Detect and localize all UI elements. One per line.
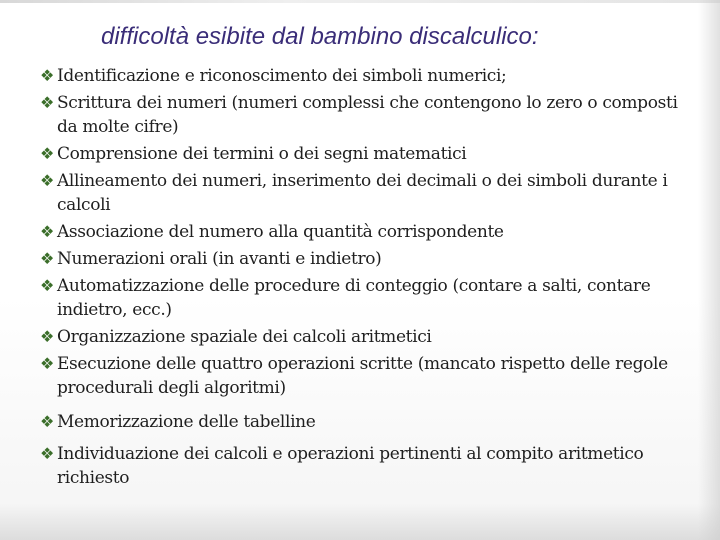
diamond-bullet-icon: ❖	[40, 276, 54, 295]
diamond-bullet-icon: ❖	[40, 171, 54, 190]
bullet-list	[40, 64, 700, 493]
slide-right-shadow	[698, 0, 720, 540]
diamond-bullet-icon: ❖	[40, 354, 54, 373]
bullet-text: Numerazioni orali (in avanti e indietro)	[57, 249, 382, 269]
bullet-item-8	[40, 325, 700, 349]
bullet-item-6	[40, 247, 700, 271]
bullet-item-3	[40, 142, 700, 166]
slide-bottom-shadow	[0, 504, 720, 540]
diamond-bullet-icon: ❖	[40, 144, 54, 163]
bullet-item-5	[40, 220, 700, 244]
bullet-text: Organizzazione spaziale dei calcoli aritmetici	[57, 327, 432, 347]
bullet-text: Identificazione e riconoscimento dei simboli numerici;	[57, 66, 507, 86]
slide-title: difficoltà esibite dal bambino discalculico:	[101, 23, 539, 50]
bullet-text: Scrittura dei numeri (numeri complessi che contengono lo zero o composti da molte cifre)	[57, 93, 678, 137]
bullet-text: Individuazione dei calcoli e operazioni pertinenti al compito aritmetico richiesto	[57, 444, 644, 488]
diamond-bullet-icon: ❖	[40, 444, 54, 463]
bullet-item-7	[40, 274, 700, 322]
diamond-bullet-icon: ❖	[40, 222, 54, 241]
bullet-text: Associazione del numero alla quantità corrispondente	[57, 222, 504, 242]
diamond-bullet-icon: ❖	[40, 93, 54, 112]
bullet-item-11	[40, 442, 700, 490]
bullet-text: Automatizzazione delle procedure di conteggio (contare a salti, contare indietro, ecc.)	[57, 276, 651, 320]
bullet-item-4	[40, 169, 700, 217]
bullet-text: Memorizzazione delle tabelline	[57, 412, 316, 432]
slide-top-edge	[0, 0, 720, 3]
diamond-bullet-icon: ❖	[40, 327, 54, 346]
diamond-bullet-icon: ❖	[40, 249, 54, 268]
diamond-bullet-icon: ❖	[40, 412, 54, 431]
bullet-item-9	[40, 352, 700, 400]
bullet-item-10	[40, 410, 700, 434]
bullet-text: Comprensione dei termini o dei segni matematici	[57, 144, 467, 164]
bullet-text: Esecuzione delle quattro operazioni scritte (mancato rispetto delle regole procedurali degli algoritmi)	[57, 354, 668, 398]
diamond-bullet-icon: ❖	[40, 66, 54, 85]
bullet-text: Allineamento dei numeri, inserimento dei decimali o dei simboli durante i calcoli	[57, 171, 668, 215]
bullet-item-2	[40, 91, 700, 139]
bullet-item-1	[40, 64, 700, 88]
